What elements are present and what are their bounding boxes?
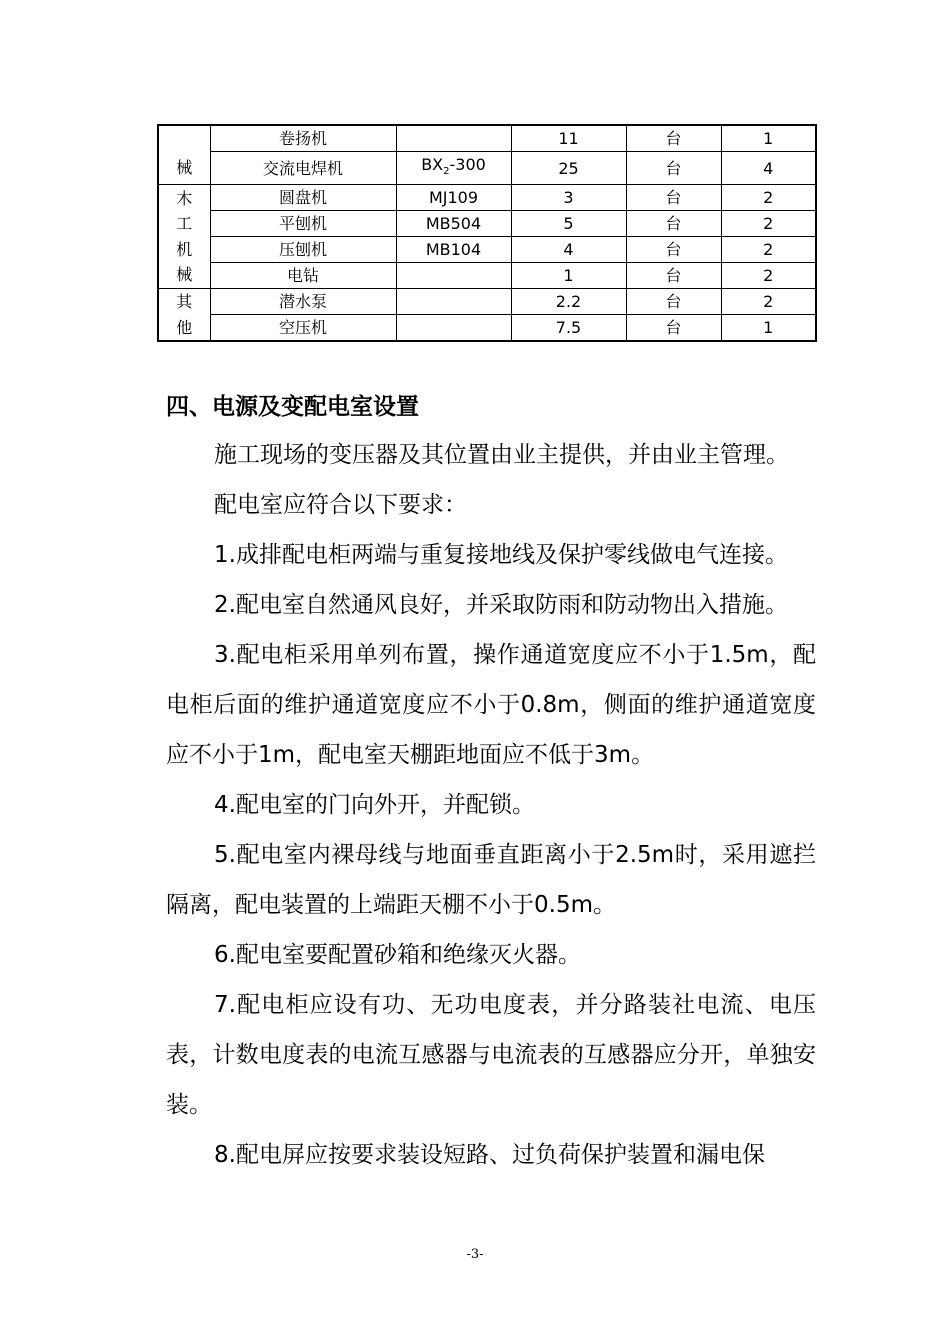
table-row (158, 185, 816, 211)
equipment-name: 圆盘机 (210, 185, 396, 211)
qty-cell: 2 (721, 185, 816, 211)
unit-cell: 台 (626, 185, 721, 211)
requirement-item: 3.配电柜采用单列布置，操作通道宽度应不小于1.5m，配电柜后面的维护通道宽度应不小于0.8m，侧面的维护通道宽度应不小于1m，配电室天棚距地面应不低于3m。 (166, 642, 816, 768)
unit-cell: 台 (626, 152, 721, 185)
unit-cell: 台 (626, 237, 721, 263)
intro-paragraph: 施工现场的变压器及其位置由业主提供，并由业主管理。 (214, 442, 789, 468)
model-cell: MJ109 (396, 185, 511, 211)
model-cell (396, 125, 511, 152)
equipment-name: 潜水泵 (210, 289, 396, 315)
qty-cell: 2 (721, 263, 816, 289)
qty-cell: 1 (721, 125, 816, 152)
table-row (158, 211, 816, 237)
equipment-name: 压刨机 (210, 237, 396, 263)
table-row (158, 263, 816, 289)
equipment-name: 卷扬机 (210, 125, 396, 152)
category-cell: 木 工 机 械 (158, 185, 210, 289)
equipment-name: 平刨机 (210, 211, 396, 237)
equipment-name: 电钻 (210, 263, 396, 289)
model-cell: MB104 (396, 237, 511, 263)
qty-cell: 4 (721, 152, 816, 185)
unit-cell: 台 (626, 263, 721, 289)
requirement-item: 2.配电室自然通风良好，并采取防雨和防动物出入措施。 (214, 592, 788, 618)
unit-cell: 台 (626, 315, 721, 342)
power-cell: 3 (511, 185, 626, 211)
requirement-item: 7.配电柜应设有功、无功电度表，并分路装社电流、电压表，计数电度表的电流互感器与电流表的互感器应分开，单独安装。 (166, 992, 816, 1118)
category-cell: 械 (158, 125, 210, 185)
model-cell (396, 289, 511, 315)
category-cell: 其 他 (158, 289, 210, 342)
power-cell: 5 (511, 211, 626, 237)
qty-cell: 2 (721, 237, 816, 263)
requirement-item: 4.配电室的门向外开，并配锁。 (214, 792, 535, 818)
equipment-name: 空压机 (210, 315, 396, 342)
power-cell: 11 (511, 125, 626, 152)
qty-cell: 1 (721, 315, 816, 342)
model-cell (396, 315, 511, 342)
table-row (158, 315, 816, 342)
power-cell: 25 (511, 152, 626, 185)
document-body (166, 384, 816, 1180)
power-cell: 7.5 (511, 315, 626, 342)
page-number: -3- (466, 1247, 484, 1262)
unit-cell: 台 (626, 289, 721, 315)
table-row (158, 125, 816, 152)
equipment-name: 交流电焊机 (210, 152, 396, 185)
model-cell: MB504 (396, 211, 511, 237)
requirements-lead: 配电室应符合以下要求： (214, 492, 467, 518)
power-cell: 1 (511, 263, 626, 289)
requirement-item: 1.成排配电柜两端与重复接地线及保护零线做电气连接。 (214, 542, 788, 568)
power-cell: 2.2 (511, 289, 626, 315)
table-row (158, 237, 816, 263)
model-cell: $BX_2-300$ (396, 152, 511, 185)
power-cell: 4 (511, 237, 626, 263)
unit-cell: 台 (626, 125, 721, 152)
requirement-item: 5.配电室内裸母线与地面垂直距离小于2.5m时，采用遮拦隔离，配电装置的上端距天棚不小于0.5m。 (166, 842, 816, 918)
equipment-table (157, 124, 817, 342)
section-heading: 四、电源及变配电室设置 (166, 394, 419, 420)
model-cell (396, 263, 511, 289)
table-row (158, 152, 816, 185)
table-row (158, 289, 816, 315)
requirement-item: 8.配电屏应按要求装设短路、过负荷保护装置和漏电保 (214, 1142, 765, 1168)
qty-cell: 2 (721, 289, 816, 315)
qty-cell: 2 (721, 211, 816, 237)
unit-cell: 台 (626, 211, 721, 237)
requirement-item: 6.配电室要配置砂箱和绝缘灭火器。 (214, 942, 581, 968)
